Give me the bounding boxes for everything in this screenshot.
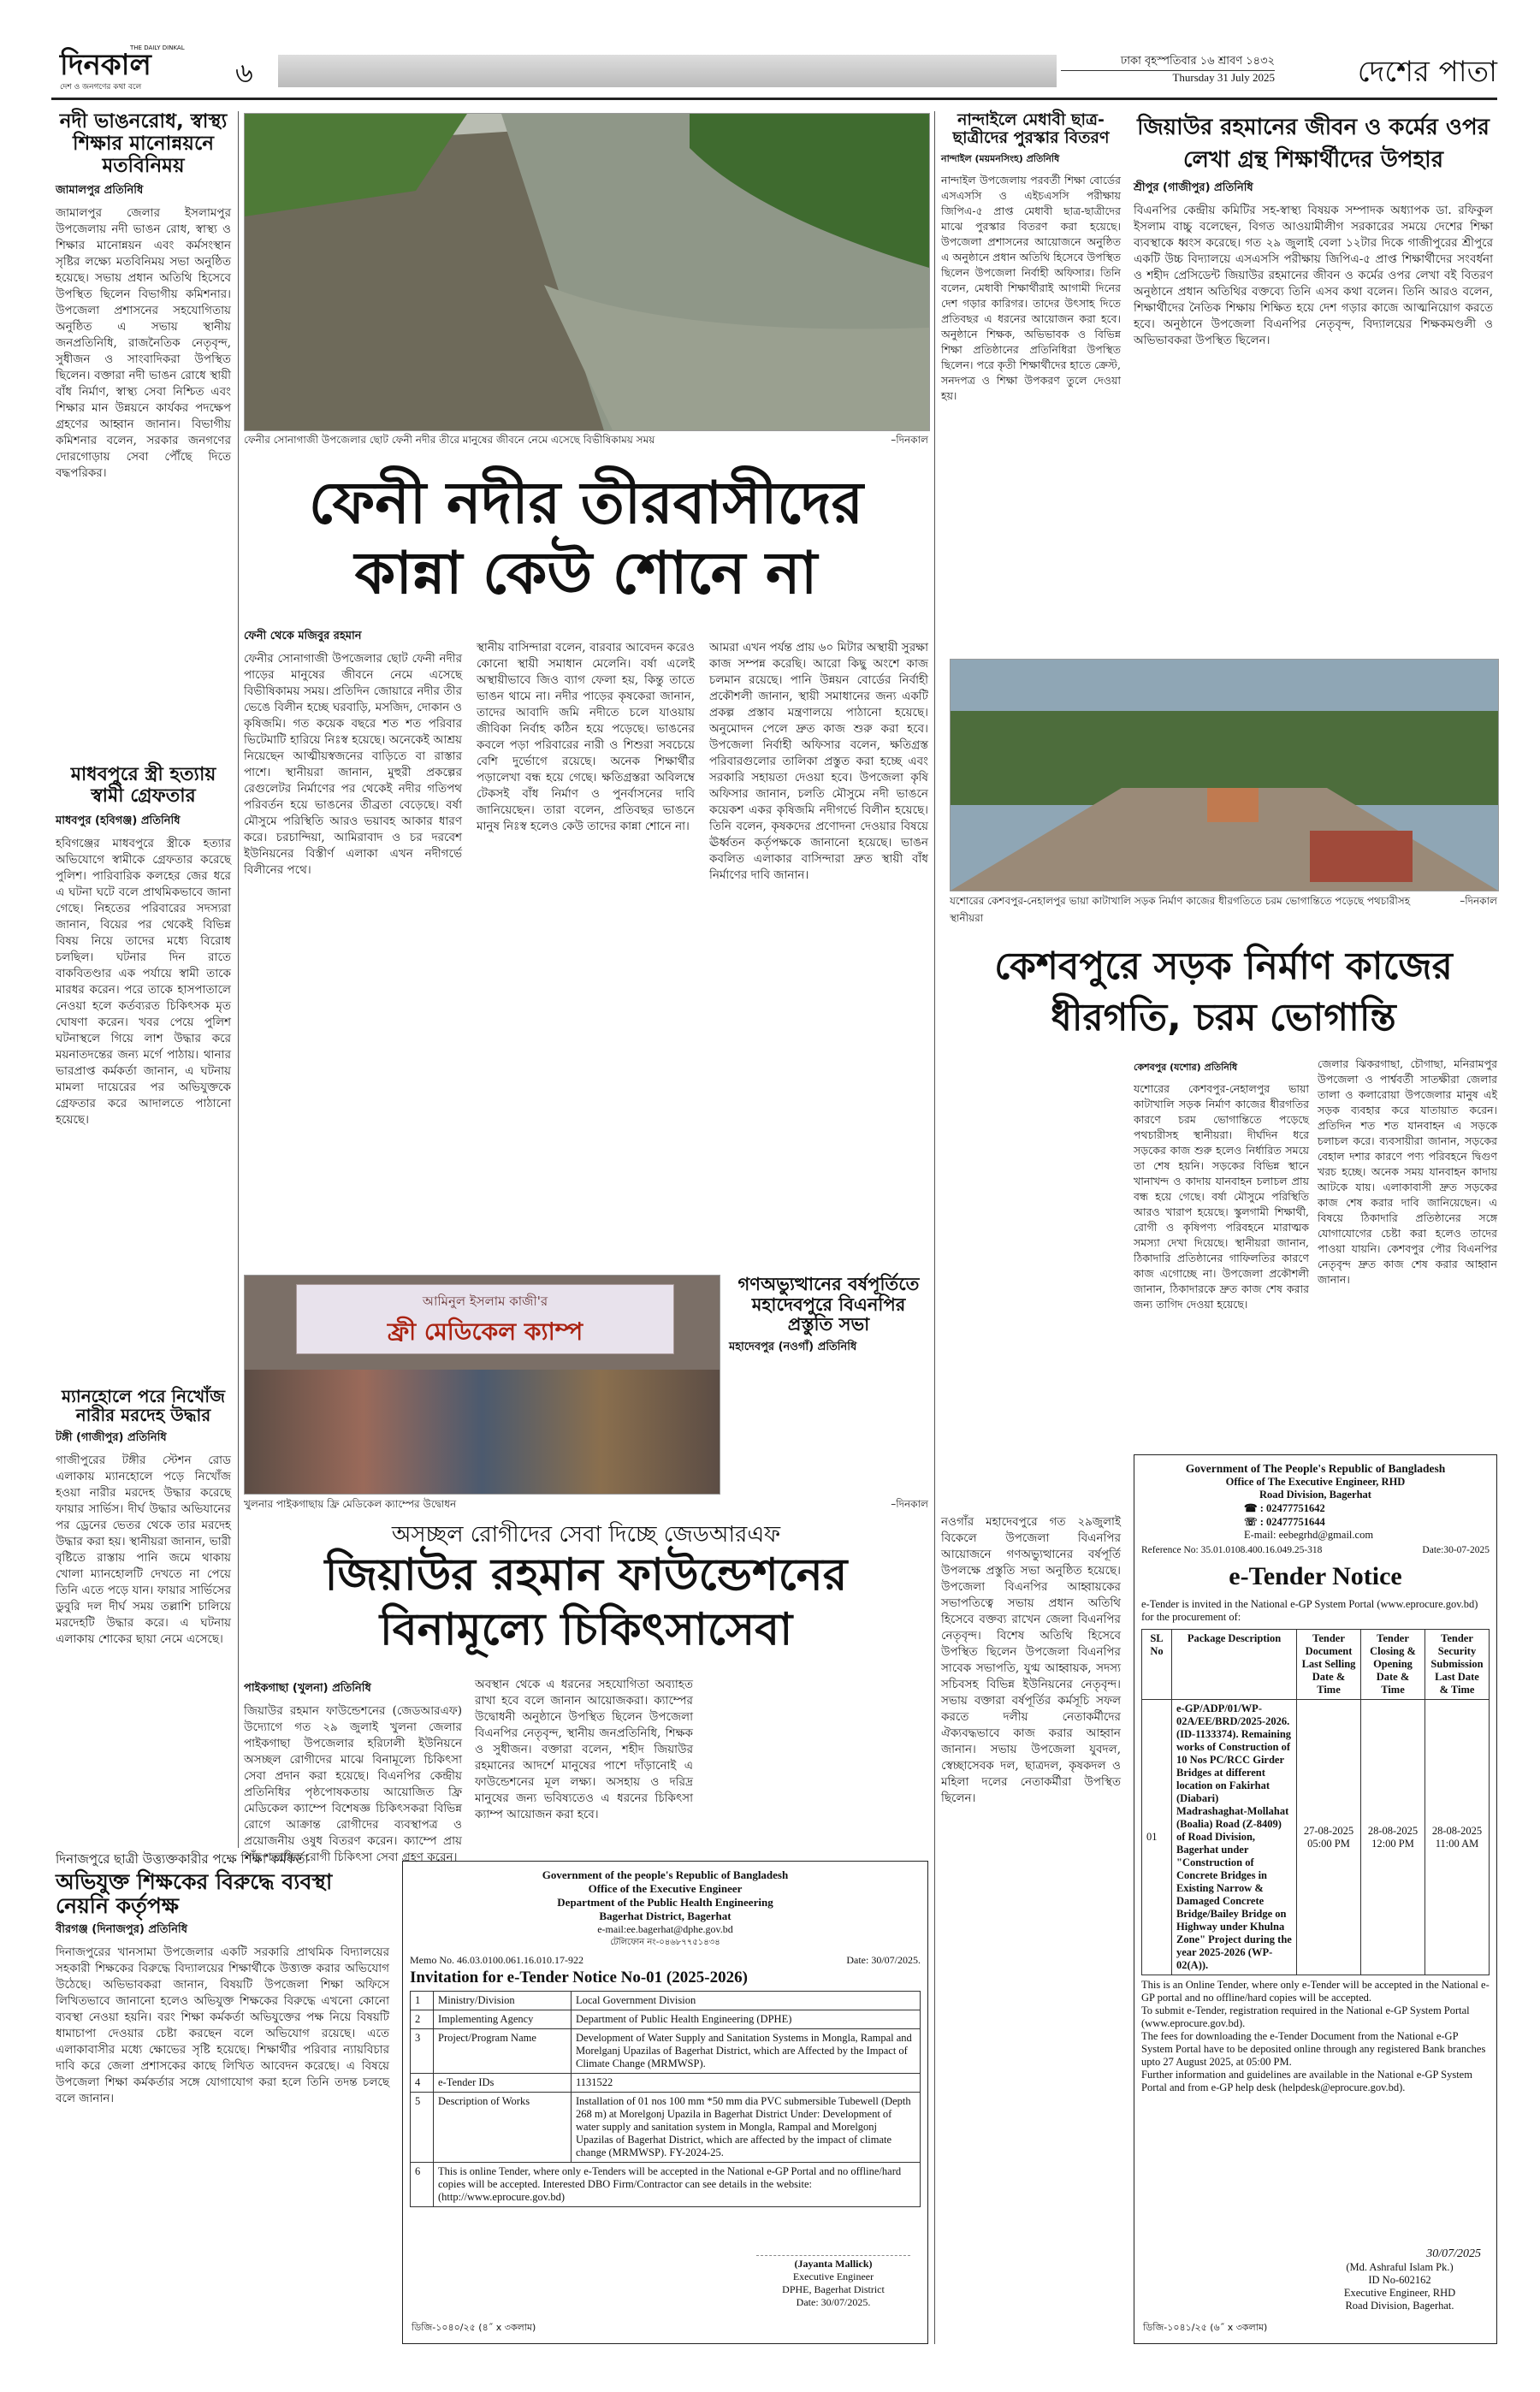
- zrf-headline-line1: জিয়াউর রহমান ফাউন্ডেশনের: [324, 1549, 848, 1602]
- rhd-tender-notice: [1134, 1454, 1497, 2344]
- rhd-title: e-Tender Notice: [1229, 1562, 1402, 1590]
- fax-icon: ☏: [1244, 1516, 1258, 1528]
- article-manhole-body: গাজীপুরের টঙ্গীর স্টেশন রোড এলাকায় ম্যানহোলে পড়ে নিখোঁজ হওয়া নারীর মরদেহ উদ্ধার করেছে ফায়ার সার্ভিস। দীর্ঘ উদ্ধার অভিযানের পর ড্রেনের ভেতর থেকে তার মরদেহ উদ্ধার করা হয়। স্থানীয়রা জানান, ভারী বৃষ্টিতে রাস্তায় পানি জমে থাকায় খোলা ম্যানহোলটি দেখতে না পেয়ে তিনি এতে পড়ে যান। ফায়ার সার্ভিসের ডুবুরি দল দীর্ঘ সময় তল্লাশি চালিয়ে মরদেহটি উদ্ধার করে। এ ঘটনায় এলাকায় শোকের ছায়া নেমে এসেছে।: [56, 1454, 231, 1647]
- rhd-reference: Reference No: 35.01.0108.400.16.049.25-318: [1141, 1545, 1323, 1555]
- zrf-headline-line2: বিনামূল্যে চিকিৎসাসেবা: [379, 1604, 793, 1656]
- dphe-memo: Memo No. 46.03.0100.061.16.010.17-922: [410, 1954, 583, 1966]
- rhd-row-sl: 01: [1142, 1700, 1172, 1975]
- dphe-signer-office: DPHE, Bagerhat District: [782, 2283, 885, 2295]
- rhd-sign-date: 30/07/2025: [1426, 2247, 1481, 2260]
- keshabpur-byline: কেশবপুর (যশোর) প্রতিনিধি: [1134, 1062, 1238, 1073]
- table-row: [1142, 1700, 1490, 1975]
- keshabpur-body-1: যশোরের কেশবপুর-নেহালপুর ভায়া কাটাখালি সড়ক নির্মাণ কাজের ধীরগতির কারণে চরম ভোগান্তিতে পড়েছে পথচারীসহ স্থানীয়রা। দীর্ঘদিন ধরে সড়কের কাজ শুরু হলেও নির্ধারিত সময়ে তা শেষ হয়নি। সড়কের বিভিন্ন স্থানে খানাখন্দ ও কাদায় যানবাহন চলাচল প্রায় বন্ধ হয়ে গেছে। বর্ষা মৌসুমে পরিস্থিতি আরও খারাপ হয়েছে। স্কুলগামী শিক্ষার্থী, রোগী ও কৃষিপণ্য পরিবহনে মারাত্মক সমস্যা দেখা দিয়েছে। স্থানীয়রা জানান, ঠিকাদারি প্রতিষ্ঠানের গাফিলতির কারণে কাজ এগোচ্ছে না। উপজেলা প্রকৌশলী জানান, ঠিকাদারকে দ্রুত কাজ শেষ করার জন্য তাগিদ দেওয়া হয়েছে।: [1134, 1082, 1309, 1311]
- dphe-row-no: 4: [411, 2074, 434, 2093]
- dphe-title: Invitation for e-Tender Notice No-01 (2025-2026): [410, 1969, 748, 1986]
- road-photo-credit: –দিনকাল: [1460, 895, 1497, 907]
- feni-headline-line1: ফেনী নদীর তীরবাসীদের: [308, 470, 864, 537]
- dphe-email: e-mail:ee.bagerhat@dphe.gov.bd: [597, 1923, 733, 1935]
- keshabpur-headline-line1: কেশবপুরে সড়ক নির্মাণ কাজের: [994, 944, 1453, 988]
- rhd-notes: [1141, 1979, 1490, 2094]
- table-row: [411, 2029, 921, 2074]
- masthead-bar: [278, 55, 1057, 87]
- feni-headline: [244, 469, 928, 609]
- teacher-byline: বীরগঞ্জ (দিনাজপুর) প্রতিনিধি: [56, 1922, 188, 1936]
- dphe-date: Date: 30/07/2025.: [846, 1954, 921, 1966]
- rhd-row-doc: 27-08-2025 05:00 PM: [1297, 1700, 1361, 1975]
- rhd-intro: e-Tender is invited in the National e-GP System Portal (www.eprocure.gov.bd) for the procurement of:: [1141, 1598, 1478, 1623]
- road-illustration: [951, 660, 1498, 891]
- zrf-kicker: অসচ্ছল রোগীদের সেবা দিচ্ছে জেডআরএফ: [391, 1522, 781, 1548]
- table-row: [411, 1992, 921, 2010]
- bnp-article: [729, 1275, 928, 1489]
- rhd-note3: The fees for downloading the e-Tender Document from the National e-GP System Portal have to be deposited online through any registered Bank branches upto 27 August 2025, at 05:00 PM.: [1141, 2030, 1486, 2068]
- rhd-col-security: Tender Security Submission Last Date & Time: [1425, 1630, 1490, 1700]
- dphe-row-value: 1131522: [572, 2074, 921, 2093]
- dphe-signature-mark: [756, 2229, 910, 2256]
- teacher-body: দিনাজপুরের খানসামা উপজেলার একটি সরকারি প্রাথমিক বিদ্যালয়ের সহকারী শিক্ষকের বিরুদ্ধে বিদ্যালয়ের শিক্ষার্থীকে উত্ত্যক্ত করার অভিযোগ উঠেছে। অভিভাবকরা জানান, বিষয়টি উপজেলা শিক্ষা অফিসে লিখিতভাবে জানানো হলেও অভিযুক্ত শিক্ষকের বিরুদ্ধে এখনো কোনো ব্যবস্থা নেওয়া হয়নি। বরং শিক্ষা কর্মকর্তা অভিযুক্তের পক্ষ নিয়ে বিষয়টি ধামাচাপা দেওয়ার চেষ্টা করছেন বলে অভিযোগ রয়েছে। এতে এলাকাবাসীর মধ্যে ক্ষোভের সৃষ্টি হয়েছে। শিক্ষার্থীর পরিবার ন্যায়বিচার দাবি করে জেলা প্রশাসকের কাছে লিখিত আবেদন করেছে। এ বিষয়ে উপজেলা শিক্ষা কর্মকর্তার সঙ্গে যোগাযোগ করা হলে তিনি তদন্ত চলছে বলে জানান।: [56, 1945, 389, 2105]
- rhd-ref: ডিজি-১০৪১/২৫ (৬˝ x ৩কলাম): [1143, 2322, 1268, 2333]
- rhd-date: Date:30-07-2025: [1422, 1545, 1490, 1555]
- photo-keshabpur-road: [950, 659, 1499, 891]
- dphe-row-value: Development of Water Supply and Sanitation Systems in Mongla, Rampal and Morelganj Upazilas of Bagerhat District, which are Affected by the Impact of Climate Change (MRMWSP).: [572, 2029, 921, 2074]
- keshabpur-headline: [950, 941, 1497, 1044]
- table-row: [411, 2010, 921, 2029]
- rhd-phone-block: [1141, 1501, 1490, 1542]
- article-river-byline: জামালপুর প্রতিনিধি: [56, 184, 144, 198]
- dphe-signature: [756, 2229, 910, 2309]
- dphe-row-value: Local Government Division: [572, 1992, 921, 2010]
- keshabpur-headline-line2: ধীরগতি, চরম ভোগান্তি: [1051, 996, 1396, 1039]
- rhd-email: E-mail: eebegrhd@gmail.com: [1244, 1529, 1374, 1541]
- rhd-signer-office: Road Division, Bagerhat.: [1345, 2300, 1454, 2312]
- column-left: [56, 111, 231, 1848]
- phone-icon: ☎: [1244, 1502, 1258, 1514]
- bnp-headline: গণঅভ্যুত্থানের বর্ষপূর্তিতে মহাদেবপুরে বিএনপির প্রস্তুতি সভা: [737, 1274, 920, 1335]
- dphe-phone: টেলিফোন নং-০৪৬৮৭৭৫১৪৩৪: [610, 1938, 720, 1947]
- article-manhole-byline: টঙ্গী (গাজীপুর) প্রতিনিধি: [56, 1431, 167, 1445]
- rhd-office: Office of The Executive Engineer, RHD: [1225, 1476, 1406, 1488]
- keshabpur-body-2: জেলার ঝিকরগাছা, চৌগাছা, মনিরামপুর উপজেলা ও পার্শ্ববর্তী সাতক্ষীরা জেলার তালা ও কলারোয়া উপজেলার মানুষ এই সড়ক ব্যবহার করে যাতায়াত করেন। প্রতিদিন শত শত যানবাহন এ সড়কে চলাচল করে। ব্যবসায়ীরা জানান, সড়কের বেহাল দশার কারণে পণ্য পরিবহনে দ্বিগুণ খরচ হচ্ছে। অনেক সময় যানবাহন কাদায় আটকে যায়। এলাকাবাসী দ্রুত সড়কের কাজ শেষ করার দাবি জানিয়েছেন। এ বিষয়ে ঠিকাদারি প্রতিষ্ঠানের সঙ্গে যোগাযোগের চেষ্টা করা হলেও তাদের পাওয়া যায়নি। কেশবপুর পৌর বিএনপির নেতৃবৃন্দ দ্রুত কাজ শেষ করার আহ্বান জানান।: [1318, 1057, 1497, 1286]
- rhd-col-doc: Tender Document Last Selling Date & Time: [1297, 1630, 1361, 1700]
- top-photo-credit: –দিনকাল: [891, 434, 928, 446]
- table-row: [411, 2163, 921, 2207]
- top-photo-caption: ফেনীর সোনাগাজী উপজেলার ছোট ফেনী নদীর তীরে মানুষের জীবনে নেমে এসেছে বিভীষিকাময় সময়: [244, 434, 655, 446]
- nandail-article: [941, 111, 1121, 650]
- dphe-row-label: Implementing Agency: [434, 2010, 572, 2029]
- dphe-office: Office of the Executive Engineer: [588, 1882, 743, 1895]
- nandail-byline: নান্দাইল (ময়মনসিংহ) প্রতিনিধি: [941, 152, 1060, 164]
- dphe-district: Bagerhat District, Bagerhat: [599, 1909, 732, 1922]
- dphe-row-label: e-Tender IDs: [434, 2074, 572, 2093]
- dphe-row-value: This is online Tender, where only e-Tenders will be accepted in the National e-GP Portal and no offline/hard copies will be accepted. Interested DBO Firm/Contractor can see details in the website: (http://www.eprocure.gov.bd): [434, 2163, 921, 2207]
- dphe-tender-notice: [402, 1861, 928, 2344]
- article-river-body: জামালপুর জেলার ইসলামপুর উপজেলায় নদী ভাঙন রোধ, স্বাস্থ্য ও শিক্ষার মানোন্নয়ন এবং কর্মসংস্থান সৃষ্টির লক্ষ্যে মতবিনিময় সভা অনুষ্ঠিত হয়েছে। সভায় প্রধান অতিথি হিসেবে উপস্থিত ছিলেন বিভাগীয় কমিশনার। উপজেলা প্রশাসনের সহযোগিতায় অনুষ্ঠিত এ সভায় স্থানীয় জনপ্রতিনিধি, রাজনৈতিক নেতৃবৃন্দ, সুধীজন ও সাংবাদিকরা উপস্থিত ছিলেন। বক্তারা নদী ভাঙন রোধে স্থায়ী বাঁধ নির্মাণ, স্বাস্থ্য সেবা নিশ্চিত এবং শিক্ষার মান উন্নয়নে কার্যকর পদক্ষেপ গ্রহণের আহ্বান জানান। বিভাগীয় কমিশনার বলেন, সরকার জনগণের দোরগোড়ায় সেবা পৌঁছে দিতে বদ্ধপরিকর।: [56, 206, 231, 481]
- feni-body-2: স্থানীয় বাসিন্দারা বলেন, বারবার আবেদন করেও কোনো স্থায়ী সমাধান মেলেনি। বর্ষা এলেই অস্থায়ীভাবে জিও ব্যাগ ফেলা হয়, কিন্তু তাতে ভাঙন থামে না। নদীর পাড়ের কৃষকেরা জানান, তাদের আবাদি জমি নদীতে চলে যাওয়ায় জীবিকা নির্বাহ কঠিন হয়ে পড়েছে। ভাঙনের কবলে পড়া পরিবারের নারী ও শিশুরা সবচেয়ে বেশি দুর্ভোগে রয়েছে। অনেক শিক্ষার্থীর পড়ালেখা বন্ধ হয়ে গেছে। ক্ষতিগ্রস্তরা অবিলম্বে টেকসই বাঁধ নির্মাণ ও পুনর্বাসনের দাবি জানিয়েছেন। তারা বলেন, প্রতিবছর ভাঙনে মানুষ নিঃস্ব হলেও কেউ তাদের কান্না শোনে না।: [477, 641, 695, 833]
- rhd-col-package: Package Description: [1172, 1630, 1297, 1700]
- rhd-signer-title: Executive Engineer, RHD: [1343, 2287, 1456, 2299]
- newspaper-logo: [60, 50, 188, 93]
- zrf-byline: পাইকগাছা (খুলনা) প্রতিনিধি: [244, 1682, 371, 1695]
- rhd-phone1: : 02477751642: [1259, 1502, 1325, 1514]
- bnp-body: নওগাঁর মহাদেবপুরে গত ২৯জুলাই বিকেলে উপজেলা বিএনপির আয়োজনে গণঅভ্যুত্থানের বর্ষপূর্তি উপলক্ষে প্রস্তুতি সভা অনুষ্ঠিত হয়েছে। উপজেলা বিএনপির আহ্বায়কের সভাপতিত্বে সভায় প্রধান অতিথি হিসেবে বক্তব্য রাখেন জেলা বিএনপির নেতৃবৃন্দ। বিশেষ অতিথি হিসেবে উপস্থিত ছিলেন উপজেলা বিএনপির সাবেক সভাপতি, যুগ্ম আহ্বায়ক, সদস্য সচিবসহ বিভিন্ন ইউনিয়নের নেতৃবৃন্দ। সভায় বক্তারা বর্ষপূর্তির কর্মসূচি সফল করতে দলীয় নেতাকর্মীদের ঐক্যবদ্ধভাবে কাজ করার আহ্বান জানান। সভায় উপজেলা যুবদল, স্বেচ্ছাসেবক দল, ছাত্রদল, কৃষকদল ও মহিলা দলের নেতাকর্মীরা উপস্থিত ছিলেন।: [941, 1515, 1121, 1805]
- feni-body-1: ফেনীর সোনাগাজী উপজেলার ছোট ফেনী নদীর পাড়ের মানুষের জীবনে নেমে এসেছে বিভীষিকাময় সময়। প্রতিদিন জোয়ারে নদীর তীর ভেঙে বিলীন হচ্ছে ঘরবাড়ি, মসজিদ, দোকান ও কৃষিজমি। গত কয়েক বছরে শত শত পরিবার ভিটেমাটি হারিয়ে নিঃস্ব হয়েছে। অনেকেই আশ্রয় নিয়েছেন আত্মীয়স্বজনের বাড়িতে বা রাস্তার পাশে। স্থানীয়রা জানান, মুহুরী প্রকল্পের রেগুলেটর নির্মাণের পর থেকেই নদীর গতিপথ পরিবর্তন হয়ে ভাঙনের তীব্রতা বেড়েছে। বর্ষা মৌসুমে পরিস্থিতি আরও ভয়াবহ আকার ধারণ করে। চরচান্দিয়া, আমিরাবাদ ও চর দরবেশ ইউনিয়নের বিস্তীর্ণ এলাকা এখন নদীগর্ভে বিলীনের পথে।: [244, 652, 462, 877]
- column-divider: [238, 111, 239, 1848]
- dphe-memo-row: [410, 1954, 921, 1967]
- article-manhole-headline: ম্যানহোলে পরে নিখোঁজ নারীর মরদেহ উদ্ধার: [62, 1385, 225, 1425]
- medical-photo-caption-row: [244, 1497, 928, 1514]
- teacher-kicker: দিনাজপুরে ছাত্রী উত্ত্যক্তকারীর পক্ষে শিক্ষা কর্মকর্তা: [56, 1851, 309, 1867]
- zrf-body-2: অবস্থান থেকে এ ধরনের সহযোগিতা অব্যাহত রাখা হবে বলে জানান আয়োজকরা। ক্যাম্পের উদ্বোধনী অনুষ্ঠানে উপস্থিত ছিলেন উপজেলা বিএনপির নেতৃবৃন্দ, স্থানীয় জনপ্রতিনিধি, শিক্ষক ও সুধীজন। বক্তারা বলেন, শহীদ জিয়াউর রহমানের আদর্শে মানুষের পাশে দাঁড়ানোই এ ফাউন্ডেশনের মূল লক্ষ্য। অসহায় ও দরিদ্র মানুষের জন্য ভবিষ্যতেও এ ধরনের চিকিৎসা ক্যাম্প আয়োজন করা হবে।: [475, 1678, 693, 1821]
- dphe-row-no: 1: [411, 1992, 434, 2010]
- rhd-gov: Government of The People's Republic of Bangladesh: [1185, 1462, 1446, 1475]
- river-illustration: [245, 114, 929, 430]
- medical-camp-banner: [296, 1284, 674, 1354]
- rhd-col-sl: SL No: [1142, 1630, 1172, 1700]
- dphe-row-value: Department of Public Health Engineering (DPHE): [572, 2010, 921, 2029]
- photo-feni-riverbank: [244, 113, 930, 431]
- page-number: ৬: [235, 56, 253, 89]
- date-bn: ঢাকা বৃহস্পতিবার ১৬ শ্রাবণ ১৪৩২: [1120, 55, 1275, 68]
- banner-line1: আমিনুল ইসলাম কাজী'র: [422, 1294, 548, 1309]
- zia-book-byline: শ্রীপুর (গাজীপুর) প্রতিনিধি: [1134, 181, 1253, 194]
- table-row: [411, 2093, 921, 2163]
- zrf-article: [244, 1523, 928, 1657]
- crowd-illustration: [245, 1370, 720, 1494]
- rhd-signature: [1318, 2247, 1481, 2312]
- zia-book-article: [1134, 111, 1493, 650]
- rhd-col-closing: Tender Closing & Opening Date & Time: [1361, 1630, 1425, 1700]
- nandail-body: নান্দাইল উপজেলায় পরবর্তী শিক্ষা বোর্ডের এসএসসি ও এইচএসসি পরীক্ষায় জিপিএ-৫ প্রাপ্ত মেধাবী ছাত্র-ছাত্রীদের মাঝে পুরস্কার বিতরণ করা হয়েছে। উপজেলা প্রশাসনের আয়োজনে অনুষ্ঠিত এ অনুষ্ঠানে প্রধান অতিথি হিসেবে উপস্থিত ছিলেন উপজেলা নির্বাহী অফিসার। তিনি বলেন, মেধাবী শিক্ষার্থীরাই আগামী দিনের দেশ গড়ার কারিগর। তাদের উৎসাহ দিতে প্রতিবছর এ ধরনের আয়োজন করা হবে। অনুষ্ঠানে শিক্ষক, অভিভাবক ও বিভিন্ন শিক্ষা প্রতিষ্ঠানের প্রতিনিধিরা উপস্থিত ছিলেন। পরে কৃতী শিক্ষার্থীদের হাতে ক্রেস্ট, সনদপত্র ও শিক্ষা উপকরণ তুলে দেওয়া হয়।: [941, 173, 1121, 402]
- dphe-signer-title: Executive Engineer: [792, 2271, 874, 2282]
- dphe-row-label: Project/Program Name: [434, 2029, 572, 2074]
- medical-photo-credit: –দিনকাল: [891, 1498, 928, 1510]
- rhd-row-security: 28-08-2025 11:00 AM: [1425, 1700, 1490, 1975]
- medical-photo-caption: খুলনার পাইকগাছায় ফ্রি মেডিকেল ক্যাম্পের উদ্বোধন: [244, 1498, 457, 1510]
- nandail-headline: নান্দাইলে মেধাবী ছাত্র-ছাত্রীদের পুরস্কার বিতরণ: [952, 110, 1110, 148]
- rhd-note1: This is an Online Tender, where only e-Tender will be accepted in the National e-GP portal and no offline/hard copies will be accepted.: [1141, 1979, 1490, 2004]
- dphe-row-value: Installation of 01 nos 100 mm *50 mm dia PVC submersible Tubewell (Depth 268 m) at Morelgonj Upazila in Bagerhat District Under: Development of water supply and sanitation system in Mongla, Rampal and Morelgonj Upazilas of Bagerhat District, which are affected by the impact of climate change (MRMWSP). FY-2024-25.: [572, 2093, 921, 2163]
- feni-col1: [244, 625, 462, 1275]
- logo-en: THE DAILY DINKAL: [130, 44, 185, 51]
- dphe-row-label: Description of Works: [434, 2093, 572, 2163]
- masthead-rule: [51, 98, 1497, 100]
- top-photo-caption-row: [244, 433, 928, 450]
- rhd-row-closing: 28-08-2025 12:00 PM: [1361, 1700, 1425, 1975]
- date-en: Thursday 31 July 2025: [1061, 70, 1275, 85]
- dphe-ref: ডিজি-১০৪০/২৫ (৪˝ x ৩কলাম): [412, 2322, 536, 2333]
- rhd-note4: Further information and guidelines are available in the National e-GP System Portal and from e-GP help desk (helpdesk@eprocure.gov.bd).: [1141, 2069, 1472, 2093]
- keshabpur-col1: [1134, 1057, 1309, 1446]
- dphe-signer: (Jayanta Mallick): [794, 2258, 873, 2270]
- article-madhabpur-byline: মাধবপুর (হবিগঞ্জ) প্রতিনিধি: [56, 814, 181, 827]
- masthead: [51, 44, 1497, 94]
- rhd-phone2: : 02477751644: [1259, 1516, 1325, 1528]
- rhd-ref-row: [1141, 1545, 1490, 1555]
- article-river-headline: নদী ভাঙনরোধ, স্বাস্থ্য শিক্ষার মানোন্নয়নে মতবিনিময়: [59, 110, 228, 177]
- dphe-row-label: Ministry/Division: [434, 1992, 572, 2010]
- feni-article: [244, 625, 928, 1275]
- dphe-dept: Department of the Public Health Engineering: [557, 1896, 773, 1909]
- rhd-signer-id: ID No-602162: [1368, 2274, 1431, 2286]
- rhd-division: Road Division, Bagerhat: [1259, 1489, 1371, 1501]
- feni-body-3: আমরা এখন পর্যন্ত প্রায় ৬০ মিটার অস্থায়ী সুরক্ষা কাজ সম্পন্ন করেছি। আরো কিছু অংশে কাজ চলমান রয়েছে। পানি উন্নয়ন বোর্ডের নির্বাহী প্রকৌশলী জানান, স্থায়ী সমাধানের জন্য একটি প্রকল্প প্রস্তাব মন্ত্রণালয়ে পাঠানো হয়েছে। অনুমোদন পেলে দ্রুত কাজ শুরু করা হবে। উপজেলা নির্বাহী অফিসার বলেন, ক্ষতিগ্রস্ত পরিবারগুলোর তালিকা প্রস্তুত করা হচ্ছে এবং সরকারি সহায়তা দেওয়া হবে। উপজেলা কৃষি অফিসার জানান, চলতি মৌসুমে নদী ভাঙনে কয়েকশ একর কৃষিজমি নদীগর্ভে বিলীন হয়েছে। তিনি বলেন, কৃষকদের প্রণোদনা দেওয়ার বিষয়ে ঊর্ধ্বতন কর্তৃপক্ষকে জানানো হয়েছে। ভাঙন কবলিত এলাকার বাসিন্দারা দ্রুত স্থায়ী বাঁধ নির্মাণের দাবি জানান।: [709, 641, 928, 882]
- road-photo-caption: যশোরের কেশবপুর-নেহালপুর ভায়া কাটাখালি সড়ক নির্মাণ কাজের ধীরগতিতে চরম ভোগান্তিতে পড়েছে পথচারীসহ স্থানীয়রা: [950, 895, 1410, 924]
- table-row: [411, 2074, 921, 2093]
- teacher-headline: অভিযুক্ত শিক্ষকের বিরুদ্ধে ব্যবস্থা নেয়নি কর্তৃপক্ষ: [56, 1868, 333, 1918]
- feni-headline-line2: কান্না কেউ শোনে না: [354, 540, 818, 607]
- rhd-table-header: [1142, 1630, 1490, 1700]
- feni-byline: ফেনী থেকে মজিবুর রহমান: [244, 630, 362, 642]
- zrf-col1: [244, 1677, 462, 1864]
- section-title: দেশের পাতা: [1357, 55, 1497, 89]
- article-madhabpur-body: হবিগঞ্জের মাধবপুরে স্ত্রীকে হত্যার অভিযোগে স্বামীকে গ্রেফতার করেছে পুলিশ। পারিবারিক কলহের জের ধরে এ ঘটনা ঘটে বলে প্রাথমিকভাবে জানা গেছে। নিহতের পরিবারের সদস্যরা জানান, বিয়ের পর থেকেই বিভিন্ন বিষয় নিয়ে তাদের মধ্যে বিরোধ চলছিল। ঘটনার দিন রাতে বাকবিতণ্ডার এক পর্যায়ে স্বামী তাকে মারধর করেন। পরে তাকে হাসপাতালে নেওয়া হলে কর্তব্যরত চিকিৎসক মৃত ঘোষণা করেন। খবর পেয়ে পুলিশ ঘটনাস্থলে গিয়ে লাশ উদ্ধার করে ময়নাতদন্তের জন্য মর্গে পাঠায়। থানার ভারপ্রাপ্ত কর্মকর্তা জানান, এ ঘটনায় মামলা দায়েরের পর অভিযুক্তকে গ্রেফতার করে আদালতে পাঠানো হয়েছে।: [56, 836, 231, 1127]
- column-divider-right: [934, 111, 935, 2344]
- dphe-table: [410, 1991, 921, 2207]
- rhd-phone1-row: [1244, 1501, 1490, 1515]
- rhd-phone2-row: [1244, 1515, 1490, 1529]
- bnp-byline: মহাদেবপুর (নওগাঁ) প্রতিনিধি: [729, 1340, 857, 1353]
- teacher-article: [56, 1852, 389, 2348]
- zia-book-headline: জিয়াউর রহমানের জীবন ও কর্মের ওপর লেখা গ্রন্থ শিক্ষার্থীদের উপহার: [1137, 115, 1490, 173]
- rhd-row-package: e-GP/ADP/01/WP-02A/EE/BRD/2025-2026.(ID-1133374). Remaining works of Construction of 10 Nos PC/RCC Girder Bridges at different location on Fakirhat (Diabari) Madrashaghat-Mollahat (Boalia) Road (Z-8409) of Road Division, Bagerhat under "Construction of Concrete Bridges in Existing Narrow & Damaged Concrete Bridge/Bailey Bridge on Highway under Khulna Zone" Project during the year 2025-2026 (WP-02(A)).: [1172, 1700, 1297, 1975]
- road-photo-caption-row: [950, 894, 1497, 928]
- rhd-signer: (Md. Ashraful Islam Pk.): [1346, 2261, 1454, 2273]
- zia-book-body: বিএনপির কেন্দ্রীয় কমিটির সহ-স্বাস্থ্য বিষয়ক সম্পাদক অধ্যাপক ডা. রফিকুল ইসলাম বাচ্চু বলেছেন, বিগত আওয়ামীলীগ সরকারের সময়ে দেশের শিক্ষা ব্যবস্থাকে ধ্বংস করেছে। গত ২৯ জুলাই বেলা ১২টার দিকে গাজীপুরের শ্রীপুরে একটি উচ্চ বিদ্যালয়ে এসএসসি পরীক্ষায় জিপিএ-৫ প্রাপ্ত শিক্ষার্থীদের সংবর্ধনা ও শহীদ প্রেসিডেন্ট জিয়াউর রহমানের জীবন ও কর্মের ওপর লেখা বই বিতরণ অনুষ্ঠানে প্রধান অতিথির বক্তব্যে তিনি এসব কথা বলেন। তিনি আরও বলেন, শিক্ষার্থীদের নৈতিক শিক্ষায় শিক্ষিত হয়ে দেশ গড়ার কাজে আত্মনিয়োগ করতে হবে। অনুষ্ঠানে উপজেলা বিএনপির নেতৃবৃন্দ, বিদ্যালয়ের শিক্ষকমণ্ডলী ও অভিভাবকরা উপস্থিত ছিলেন।: [1134, 204, 1493, 347]
- zrf-body-1: জিয়াউর রহমান ফাউন্ডেশনের (জেডআরএফ) উদ্যোগে গত ২৯ জুলাই খুলনা জেলার পাইকগাছা উপজেলার হরিঢালী ইউনিয়নে অসচ্ছল রোগীদের মাঝে বিনামূল্যে চিকিৎসা সেবা প্রদান করা হয়েছে। বিএনপির কেন্দ্রীয় প্রতিনিধির পৃষ্ঠপোষকতায় আয়োজিত ফ্রি মেডিকেল ক্যাম্পে বিশেষজ্ঞ চিকিৎসকরা বিভিন্ন রোগে আক্রান্ত রোগীদের ব্যবস্থাপত্র ও প্রয়োজনীয় ওষুধ বিতরণ করেন। ক্যাম্পে প্রায় পাঁচ শতাধিক রোগী চিকিৎসা সেবা গ্রহণ করেন।: [244, 1704, 462, 1864]
- dphe-signer-date: Date: 30/07/2025.: [796, 2296, 871, 2308]
- dphe-row-no: 5: [411, 2093, 434, 2163]
- dphe-row-no: 2: [411, 2010, 434, 2029]
- rhd-table: [1141, 1629, 1490, 1975]
- logo-text: দিনকাল: [60, 48, 151, 82]
- dphe-row-no: 3: [411, 2029, 434, 2074]
- logo-tagline: দেশ ও জনগণের কথা বলে: [60, 83, 142, 92]
- dphe-gov: Government of the people's Republic of Bangladesh: [542, 1868, 789, 1881]
- banner-line2: ফ্রী মেডিকেল ক্যাম্প: [387, 1317, 583, 1346]
- dphe-row-no: 6: [411, 2163, 434, 2207]
- article-madhabpur-headline: মাধবপুরে স্ত্রী হত্যায় স্বামী গ্রেফতার: [70, 764, 216, 807]
- rhd-note2: To submit e-Tender, registration required in the National e-GP System Portal (www.eprocure.gov.bd).: [1141, 2004, 1470, 2029]
- photo-medical-camp: [244, 1275, 720, 1495]
